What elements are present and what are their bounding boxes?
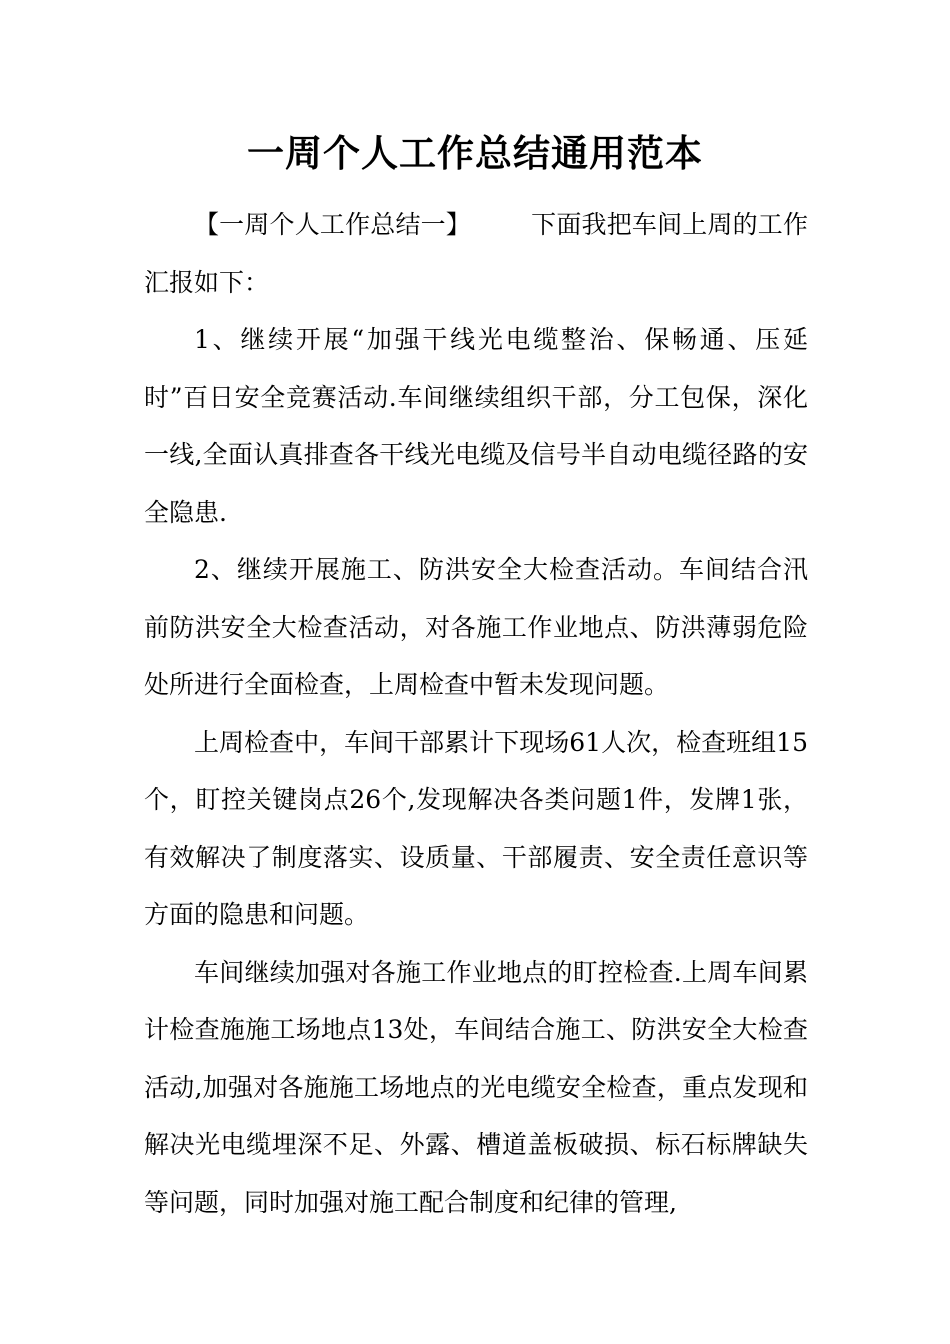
paragraph-3: 上周检查中，车间干部累计下现场61人次，检查班组15个，盯控关键岗点26个,发现解决各类问题1件，发牌1张，有效解决了制度落实、设质量、干部履责、安全责任意识等方面的隐患和问题。 bbox=[144, 727, 808, 929]
intro-text: 下面我把车间上周的工作汇报如下： bbox=[144, 210, 808, 297]
paragraph-2: 2、继续开展施工、防洪安全大检查活动。车间结合汛前防洪安全大检查活动，对各施工作业地点、防洪薄弱危险处所进行全面检查，上周检查中暂未发现问题。 bbox=[144, 555, 808, 699]
intro-paragraph bbox=[144, 196, 808, 311]
paragraph-4: 车间继续加强对各施工作业地点的盯控检查.上周车间累计检查施施工场地点13处，车间结合施工、防洪安全大检查活动,加强对各施施工场地点的光电缆安全检查，重点发现和解决光电缆埋深不足、外露、槽道盖板破损、标石标牌缺失等问题，同时加强对施工配合制度和纪律的管理, bbox=[144, 957, 808, 1217]
intro-heading: 【一周个人工作总结一】 bbox=[194, 210, 471, 239]
document-body bbox=[144, 196, 808, 1231]
document-title: 一周个人工作总结通用范本 bbox=[247, 131, 703, 175]
paragraph-1: 1、继续开展“加强干线光电缆整治、保畅通、压延时”百日安全竞赛活动.车间继续组织干部，分工包保，深化一线,全面认真排查各干线光电缆及信号半自动电缆径路的安全隐患. bbox=[144, 325, 808, 527]
